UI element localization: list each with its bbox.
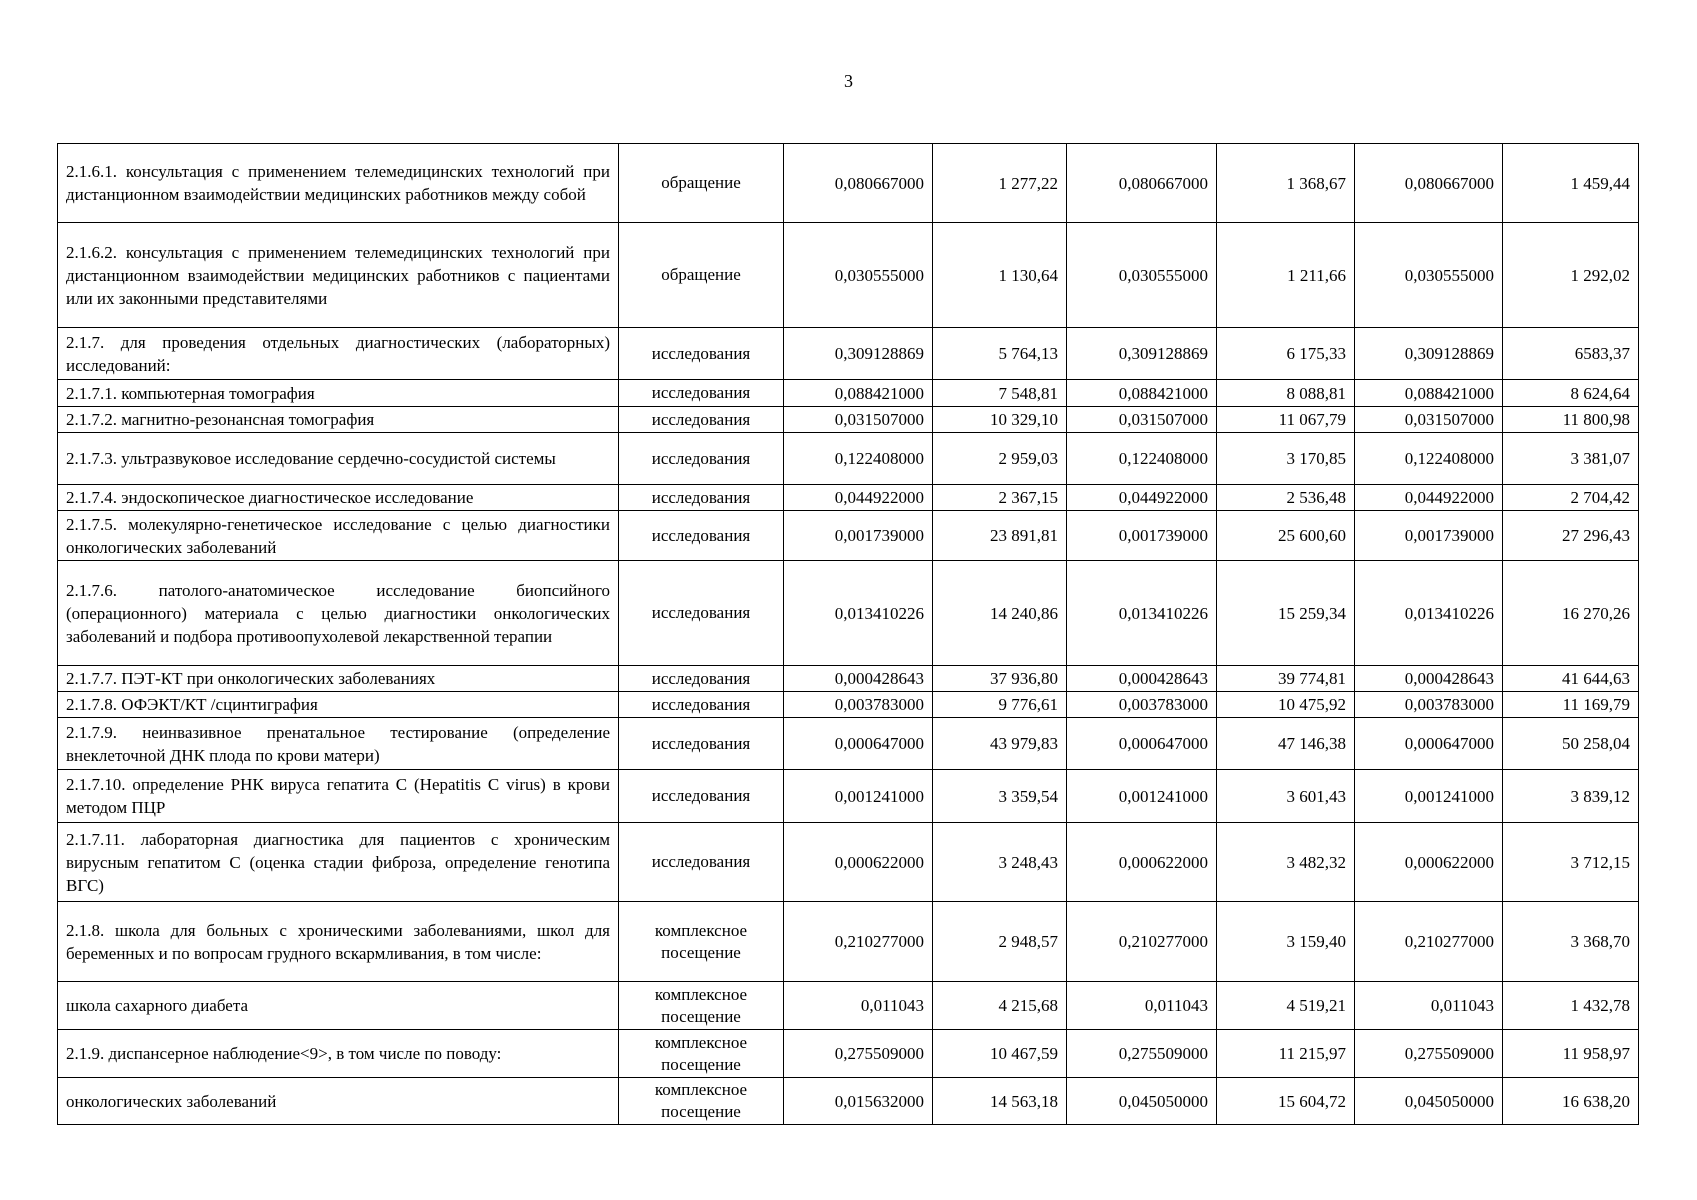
- table-row: [58, 718, 1639, 770]
- volume-year-3: 0,122408000: [1355, 433, 1503, 485]
- table-row: [58, 511, 1639, 561]
- volume-year-1: 0,003783000: [784, 692, 933, 718]
- volume-year-3: 0,309128869: [1355, 328, 1503, 380]
- volume-year-1: 0,088421000: [784, 380, 933, 407]
- row-name: 2.1.7. для проведения отдельных диагностических (лабораторных) исследований:: [58, 328, 619, 380]
- cost-year-2: 1 211,66: [1217, 223, 1355, 328]
- table-row: [58, 485, 1639, 511]
- cost-year-1: 23 891,81: [933, 511, 1067, 561]
- volume-year-3: 0,031507000: [1355, 407, 1503, 433]
- unit-of-measure: исследования: [619, 692, 784, 718]
- volume-year-2: 0,001739000: [1067, 511, 1217, 561]
- volume-year-1: 0,080667000: [784, 144, 933, 223]
- volume-year-2: 0,210277000: [1067, 902, 1217, 982]
- cost-year-1: 2 959,03: [933, 433, 1067, 485]
- cost-year-2: 15 604,72: [1217, 1078, 1355, 1125]
- cost-year-3: 50 258,04: [1503, 718, 1639, 770]
- cost-year-1: 10 467,59: [933, 1030, 1067, 1078]
- table-row: [58, 433, 1639, 485]
- table-row: [58, 1078, 1639, 1125]
- cost-year-1: 37 936,80: [933, 666, 1067, 692]
- cost-year-1: 1 130,64: [933, 223, 1067, 328]
- row-name: 2.1.7.8. ОФЭКТ/КТ /сцинтиграфия: [58, 692, 619, 718]
- volume-year-3: 0,210277000: [1355, 902, 1503, 982]
- cost-year-3: 3 839,12: [1503, 770, 1639, 823]
- cost-year-2: 3 159,40: [1217, 902, 1355, 982]
- cost-year-1: 5 764,13: [933, 328, 1067, 380]
- unit-of-measure: комплексное посещение: [619, 1078, 784, 1125]
- volume-year-1: 0,031507000: [784, 407, 933, 433]
- cost-year-2: 1 368,67: [1217, 144, 1355, 223]
- cost-year-3: 3 368,70: [1503, 902, 1639, 982]
- row-name: 2.1.7.7. ПЭТ-КТ при онкологических заболеваниях: [58, 666, 619, 692]
- cost-year-1: 7 548,81: [933, 380, 1067, 407]
- volume-year-3: 0,030555000: [1355, 223, 1503, 328]
- cost-year-2: 8 088,81: [1217, 380, 1355, 407]
- volume-year-2: 0,088421000: [1067, 380, 1217, 407]
- row-name: школа сахарного диабета: [58, 982, 619, 1030]
- table-row: [58, 223, 1639, 328]
- unit-of-measure: исследования: [619, 823, 784, 902]
- table-row: [58, 407, 1639, 433]
- cost-year-3: 27 296,43: [1503, 511, 1639, 561]
- cost-year-3: 8 624,64: [1503, 380, 1639, 407]
- cost-year-2: 6 175,33: [1217, 328, 1355, 380]
- volume-year-1: 0,000622000: [784, 823, 933, 902]
- cost-year-1: 10 329,10: [933, 407, 1067, 433]
- cost-year-2: 2 536,48: [1217, 485, 1355, 511]
- volume-year-2: 0,080667000: [1067, 144, 1217, 223]
- cost-year-3: 2 704,42: [1503, 485, 1639, 511]
- cost-year-1: 9 776,61: [933, 692, 1067, 718]
- volume-year-2: 0,045050000: [1067, 1078, 1217, 1125]
- unit-of-measure: исследования: [619, 770, 784, 823]
- volume-year-2: 0,030555000: [1067, 223, 1217, 328]
- volume-year-1: 0,309128869: [784, 328, 933, 380]
- volume-year-2: 0,001241000: [1067, 770, 1217, 823]
- volume-year-2: 0,000622000: [1067, 823, 1217, 902]
- cost-year-1: 3 359,54: [933, 770, 1067, 823]
- volume-year-1: 0,000647000: [784, 718, 933, 770]
- cost-year-2: 15 259,34: [1217, 561, 1355, 666]
- cost-year-2: 11 215,97: [1217, 1030, 1355, 1078]
- unit-of-measure: комплексное посещение: [619, 902, 784, 982]
- volume-year-2: 0,031507000: [1067, 407, 1217, 433]
- cost-year-1: 2 367,15: [933, 485, 1067, 511]
- volume-year-2: 0,013410226: [1067, 561, 1217, 666]
- volume-year-2: 0,011043: [1067, 982, 1217, 1030]
- cost-year-1: 14 240,86: [933, 561, 1067, 666]
- unit-of-measure: исследования: [619, 407, 784, 433]
- table-row: [58, 1030, 1639, 1078]
- table-row: [58, 144, 1639, 223]
- volume-year-1: 0,013410226: [784, 561, 933, 666]
- volume-year-3: 0,013410226: [1355, 561, 1503, 666]
- cost-year-3: 16 270,26: [1503, 561, 1639, 666]
- cost-year-3: 16 638,20: [1503, 1078, 1639, 1125]
- volume-year-3: 0,088421000: [1355, 380, 1503, 407]
- volume-year-3: 0,001739000: [1355, 511, 1503, 561]
- volume-year-3: 0,275509000: [1355, 1030, 1503, 1078]
- row-name: 2.1.7.6. патолого-анатомическое исследование биопсийного (операционного) материала с целью диагностики онкологических заболеваний и подбора противоопухолевой лекарственной терапии: [58, 561, 619, 666]
- cost-year-3: 1 292,02: [1503, 223, 1639, 328]
- unit-of-measure: исследования: [619, 328, 784, 380]
- volume-year-1: 0,015632000: [784, 1078, 933, 1125]
- volume-year-1: 0,210277000: [784, 902, 933, 982]
- volume-year-3: 0,045050000: [1355, 1078, 1503, 1125]
- row-name: 2.1.7.1. компьютерная томография: [58, 380, 619, 407]
- row-name: 2.1.7.9. неинвазивное пренатальное тестирование (определение внеклеточной ДНК плода по крови матери): [58, 718, 619, 770]
- cost-year-1: 2 948,57: [933, 902, 1067, 982]
- row-name: 2.1.8. школа для больных с хроническими заболеваниями, школ для беременных и по вопросам грудного вскармливания, в том числе:: [58, 902, 619, 982]
- table-row: [58, 380, 1639, 407]
- table-row: [58, 770, 1639, 823]
- cost-year-2: 47 146,38: [1217, 718, 1355, 770]
- table-row: [58, 666, 1639, 692]
- unit-of-measure: исследования: [619, 485, 784, 511]
- unit-of-measure: комплексное посещение: [619, 1030, 784, 1078]
- row-name: 2.1.6.1. консультация с применением телемедицинских технологий при дистанционном взаимодействии медицинских работников между собой: [58, 144, 619, 223]
- row-name: 2.1.7.11. лабораторная диагностика для пациентов с хроническим вирусным гепатитом С (оценка стадии фиброза, определение генотипа ВГС): [58, 823, 619, 902]
- cost-year-2: 39 774,81: [1217, 666, 1355, 692]
- cost-year-3: 11 169,79: [1503, 692, 1639, 718]
- volume-year-3: 0,011043: [1355, 982, 1503, 1030]
- unit-of-measure: исследования: [619, 380, 784, 407]
- volume-year-2: 0,000428643: [1067, 666, 1217, 692]
- row-name: 2.1.7.3. ультразвуковое исследование сердечно-сосудистой системы: [58, 433, 619, 485]
- volume-year-2: 0,122408000: [1067, 433, 1217, 485]
- cost-year-2: 11 067,79: [1217, 407, 1355, 433]
- row-name: 2.1.7.10. определение РНК вируса гепатита С (Hepatitis C virus) в крови методом ПЦР: [58, 770, 619, 823]
- volume-year-1: 0,044922000: [784, 485, 933, 511]
- volume-year-1: 0,030555000: [784, 223, 933, 328]
- table-row: [58, 823, 1639, 902]
- volume-year-1: 0,000428643: [784, 666, 933, 692]
- volume-year-1: 0,275509000: [784, 1030, 933, 1078]
- volume-year-3: 0,080667000: [1355, 144, 1503, 223]
- volume-year-2: 0,309128869: [1067, 328, 1217, 380]
- unit-of-measure: исследования: [619, 666, 784, 692]
- row-name: 2.1.7.2. магнитно-резонансная томография: [58, 407, 619, 433]
- cost-year-3: 11 958,97: [1503, 1030, 1639, 1078]
- cost-year-1: 14 563,18: [933, 1078, 1067, 1125]
- volume-year-1: 0,122408000: [784, 433, 933, 485]
- cost-year-1: 43 979,83: [933, 718, 1067, 770]
- unit-of-measure: комплексное посещение: [619, 982, 784, 1030]
- table-row: [58, 982, 1639, 1030]
- cost-year-1: 4 215,68: [933, 982, 1067, 1030]
- cost-year-1: 1 277,22: [933, 144, 1067, 223]
- unit-of-measure: обращение: [619, 223, 784, 328]
- volume-year-2: 0,275509000: [1067, 1030, 1217, 1078]
- unit-of-measure: исследования: [619, 561, 784, 666]
- row-name: 2.1.9. диспансерное наблюдение<9>, в том числе по поводу:: [58, 1030, 619, 1078]
- volume-year-3: 0,044922000: [1355, 485, 1503, 511]
- cost-year-3: 6583,37: [1503, 328, 1639, 380]
- volume-year-1: 0,001739000: [784, 511, 933, 561]
- volume-year-1: 0,011043: [784, 982, 933, 1030]
- table-row: [58, 328, 1639, 380]
- cost-year-3: 1 432,78: [1503, 982, 1639, 1030]
- cost-year-2: 3 482,32: [1217, 823, 1355, 902]
- row-name: онкологических заболеваний: [58, 1078, 619, 1125]
- cost-year-3: 41 644,63: [1503, 666, 1639, 692]
- volume-year-2: 0,000647000: [1067, 718, 1217, 770]
- unit-of-measure: обращение: [619, 144, 784, 223]
- row-name: 2.1.6.2. консультация с применением телемедицинских технологий при дистанционном взаимодействии медицинских работников с пациентами или их законными представителями: [58, 223, 619, 328]
- unit-of-measure: исследования: [619, 718, 784, 770]
- volume-year-3: 0,000428643: [1355, 666, 1503, 692]
- unit-of-measure: исследования: [619, 433, 784, 485]
- cost-year-2: 25 600,60: [1217, 511, 1355, 561]
- volume-year-3: 0,000647000: [1355, 718, 1503, 770]
- row-name: 2.1.7.4. эндоскопическое диагностическое исследование: [58, 485, 619, 511]
- table-row: [58, 561, 1639, 666]
- cost-year-3: 11 800,98: [1503, 407, 1639, 433]
- cost-year-3: 3 712,15: [1503, 823, 1639, 902]
- volume-year-2: 0,044922000: [1067, 485, 1217, 511]
- unit-of-measure: исследования: [619, 511, 784, 561]
- cost-year-2: 10 475,92: [1217, 692, 1355, 718]
- cost-year-2: 3 601,43: [1217, 770, 1355, 823]
- volume-year-2: 0,003783000: [1067, 692, 1217, 718]
- volume-year-3: 0,000622000: [1355, 823, 1503, 902]
- row-name: 2.1.7.5. молекулярно-генетическое исследование с целью диагностики онкологических заболеваний: [58, 511, 619, 561]
- volume-year-3: 0,001241000: [1355, 770, 1503, 823]
- cost-year-2: 3 170,85: [1217, 433, 1355, 485]
- volume-year-3: 0,003783000: [1355, 692, 1503, 718]
- cost-year-2: 4 519,21: [1217, 982, 1355, 1030]
- cost-year-3: 1 459,44: [1503, 144, 1639, 223]
- table-row: [58, 902, 1639, 982]
- volume-year-1: 0,001241000: [784, 770, 933, 823]
- page-number: 3: [844, 71, 853, 91]
- cost-year-3: 3 381,07: [1503, 433, 1639, 485]
- norms-table: [57, 143, 1639, 1125]
- table-row: [58, 692, 1639, 718]
- cost-year-1: 3 248,43: [933, 823, 1067, 902]
